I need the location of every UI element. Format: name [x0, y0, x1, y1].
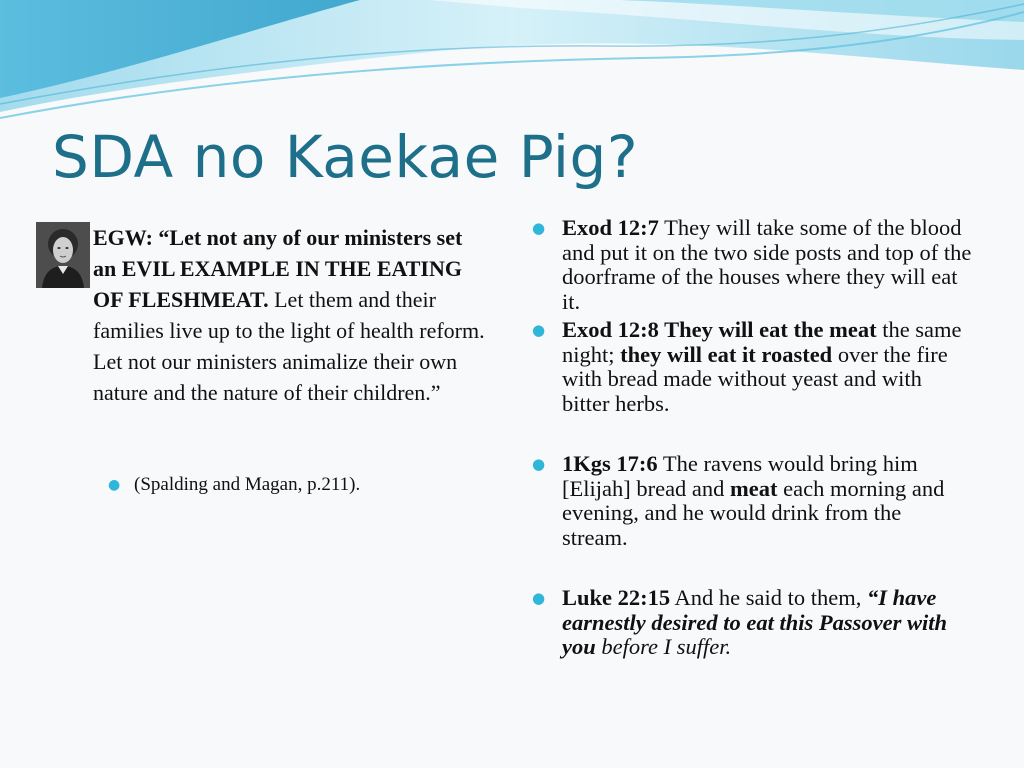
verse-list — [532, 216, 972, 660]
verse-text: over the fire with bread made without yeast and with bitter herbs. — [562, 341, 948, 416]
bullet-icon: ● — [532, 321, 546, 339]
ellen-white-quote — [93, 222, 488, 408]
verse-reference: Exod 12:8 They will eat the meat — [562, 317, 877, 342]
verse-text: the same night; — [562, 317, 962, 367]
verse-item — [532, 586, 972, 660]
bullet-icon: ● — [532, 589, 546, 607]
slide-title: SDA no Kaekae Pig? — [52, 123, 639, 191]
verse-reference: 1Kgs 17:6 — [562, 451, 658, 476]
verse-reference: Luke 22:15 — [562, 585, 671, 610]
verse-emphasis: “I have earnestly desired to eat this Passover with you — [562, 585, 947, 659]
verse-text: each morning and evening, and he would drink from the stream. — [562, 475, 945, 550]
woman-portrait-icon — [36, 222, 90, 288]
bullet-icon: ● — [532, 219, 546, 237]
citation-text: (Spalding and Magan, p.211). — [134, 474, 361, 495]
verse-item — [532, 216, 972, 314]
verse-emphasis: meat — [730, 475, 778, 501]
quote-prefix: EGW: — [93, 225, 159, 250]
verse-reference: Exod 12:7 — [562, 215, 659, 240]
verse-item — [532, 318, 972, 416]
verse-emphasis: they will eat it roasted — [620, 341, 833, 367]
header-wave-decoration — [0, 0, 1024, 130]
verse-text: The ravens would bring him [Elijah] bread and — [562, 451, 918, 501]
bullet-icon: ● — [532, 455, 546, 473]
quote-bold-text: “Let not any of our ministers set an EVIL EXAMPLE IN THE EATING OF FLESHMEAT. — [93, 225, 463, 312]
verse-text: before I suffer. — [595, 634, 732, 659]
verse-text: They will take some of the blood and put it on the two side posts and top of the doorframe of the houses where they will eat it. — [562, 215, 972, 314]
quote-citation — [108, 472, 360, 498]
bullet-icon: ● — [108, 477, 121, 493]
quote-rest-text: Let them and their families live up to the light of health reform. Let not our ministers animalize their own nature and the nature of their children.” — [93, 287, 485, 405]
verse-item — [532, 452, 972, 550]
verse-text: And he said to them, — [670, 585, 867, 610]
